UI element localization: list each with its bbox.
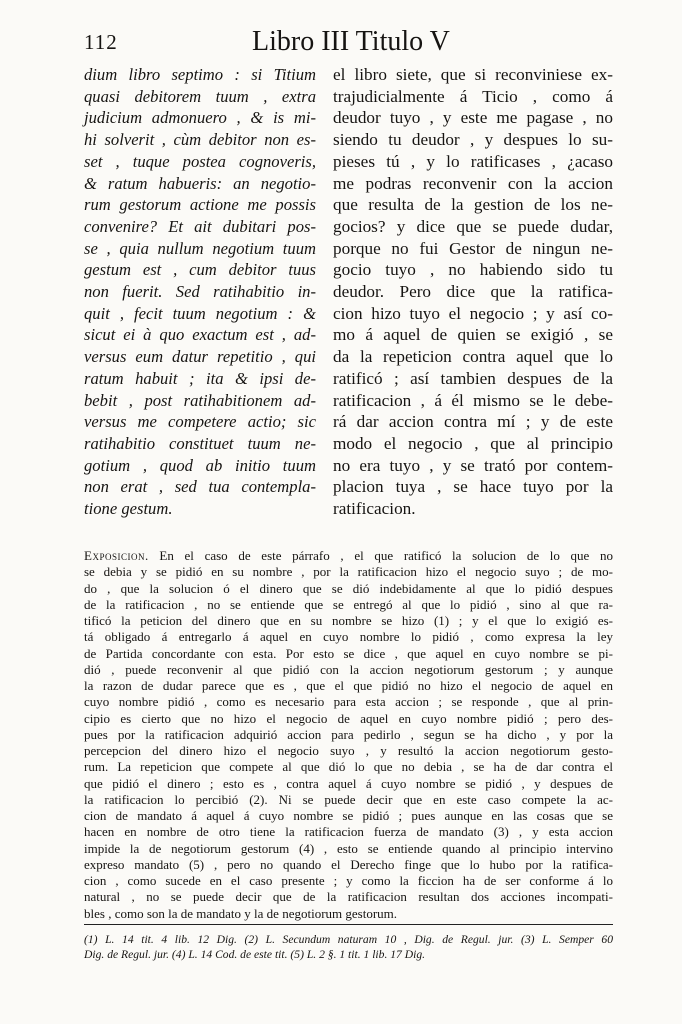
spanish-line: ratificacion , á él mismo se le debe- — [333, 390, 613, 410]
footnotes — [84, 932, 613, 962]
spanish-line: deudor tuyo , y este me pagase , no — [333, 108, 613, 128]
exposicion-line: natural , no se puede decir que de la ratificacion resultan dos acciones incompati- — [84, 889, 613, 905]
spanish-line: mo á aquel de quien se exigió , se — [333, 325, 613, 345]
spanish-line: placion tuya , se hace tuyo por la — [333, 477, 613, 497]
latin-line: dium libro septimo : si Titium — [84, 65, 316, 84]
exposicion-line: percepcion del dinero hizo el negocio suyo , y resultó la accion negotiorum gesto- — [84, 743, 613, 758]
exposicion-line: cion de mandato á aquel á cuyo nombre se pidió ; pues aunque en las cosas que se — [84, 808, 613, 823]
footnote-line: Dig. de Regul. jur. (4) L. 14 Cod. de este tit. (5) L. 2 §. 1 tit. 1 lib. 17 Dig. — [84, 948, 426, 961]
latin-line: ratum habuit ; ita & ipsi de- — [84, 368, 316, 388]
spanish-line: rá dar accion contra mí ; y de este — [333, 412, 613, 432]
running-head: Libro III Titulo V — [252, 26, 450, 57]
footnote-line: (1) L. 14 tit. 4 lib. 12 Dig. (2) L. Secundum naturam 10 , Dig. de Regul. jur. (3) L. Semper 60 — [84, 933, 613, 946]
exposicion-label: Exposicion. — [84, 548, 149, 563]
latin-line: bebit , post ratihabitionem ad- — [84, 390, 316, 410]
spanish-line: siendo tu deudor , y despues lo su- — [333, 130, 613, 150]
footnote-divider — [84, 924, 613, 925]
latin-line: non erat , sed tua contempla- — [84, 477, 316, 497]
latin-line: se , quia nullum negotium tuum — [84, 238, 316, 258]
spanish-line: trajudicialmente á Ticio , como á — [333, 86, 613, 106]
exposicion-line: bles , como son la de mandato y la de negotiorum gestorum. — [84, 905, 398, 921]
spanish-line: gocio tuyo , no habiendo sido tu — [333, 260, 613, 280]
latin-line: set , tuque postea cognoveris, — [84, 151, 316, 171]
exposicion-line: tá obligado á entregarlo á aquel en cuyo nombre lo pidió , como expresa la ley — [84, 629, 613, 645]
latin-line: gestum est , cum debitor tuus — [84, 260, 316, 280]
exposicion-line: cipio es cierto que no hizo el negocio de aquel en cuyo nombre pidió ; pero des- — [84, 710, 613, 726]
spanish-line: da la repeticion contra aquel que lo — [333, 347, 613, 367]
spanish-line: el libro siete, que si reconviniese ex- — [333, 65, 613, 84]
latin-line: tione gestum. — [84, 499, 173, 519]
spanish-line: me podras reconvenir con la accion — [333, 173, 613, 193]
exposicion-commentary — [84, 548, 613, 922]
page-number: 112 — [84, 30, 118, 54]
spanish-line: cion hizo tuyo el negocio ; y así co- — [333, 303, 613, 323]
spanish-line: modo el negocio , que al principio — [333, 433, 613, 453]
exposicion-line: expreso mandato (5) , pero no quando el Derecho finge que lo hubo por la ratifica- — [84, 856, 613, 872]
spanish-line: gocios? y dice que se puede dudar, — [333, 216, 613, 236]
exposicion-line: la ratificacion lo percibió (2). Ni se puede decir que en este caso compete la ac- — [84, 791, 613, 807]
spanish-line: que resulta de la gestion de los ne- — [333, 195, 613, 215]
latin-line: convenire? Et ait dubitari pos- — [84, 216, 316, 236]
exposicion-line: de la ratificacion , no se entiende que se entregó al que lo pidió , sino al que ra- — [84, 596, 613, 612]
exposicion-line: dió , puede reconvenir al que pidió con la accion negotiorum gestorum ; y aunque — [84, 661, 613, 677]
spanish-line: ratificacion. — [333, 499, 416, 519]
spanish-line: no era tuyo , y se trató por contem- — [333, 455, 613, 475]
latin-line: quit , fecit tuum negotium : & — [84, 303, 316, 323]
latin-line: sicut ei à quo exactum est , ad- — [84, 325, 316, 345]
exposicion-line: de Partida concordante con esta. Por esto se dice , que aquel en cuyo nombre se pi- — [84, 645, 613, 661]
latin-line: ratihabitio constituet tuum ne- — [84, 433, 316, 453]
exposicion-line: cion , como sucede en el caso presente ; y como la ficcion ha de ser conforme á lo — [84, 873, 613, 888]
exposicion-line: la razon de dudar parece que es , que el que pidió no hizo el negocio de aquel en — [84, 678, 613, 693]
latin-line: versus me competere actio; sic — [84, 412, 316, 432]
spanish-line: ratificó ; así tambien despues de la — [333, 368, 613, 388]
exposicion-line: En el caso de este párrafo , el que ratificó la solucion de lo que no — [159, 548, 614, 563]
exposicion-first-line — [84, 548, 613, 564]
exposicion-line: tificó la peticion del dinero que en su nombre se hizo (1) ; y el que lo exigió es- — [84, 613, 613, 628]
exposicion-line: que pidió el dinero ; esto es , contra aquel á cuyo nombre se pidió , y despues de — [84, 775, 613, 791]
exposicion-line: cuyo nombre pidió , como es necesario para esta accion ; se responde , que al prin- — [84, 694, 613, 710]
exposicion-line: se debia y se pidió en su nombre , por la ratificacion hizo el negocio suyo ; de mo- — [84, 564, 613, 580]
exposicion-line: impide la de negotiorum gestorum (4) , esto se entiende quando al principio intervino — [84, 840, 613, 856]
latin-line: rum gestorum actione me possis — [84, 195, 316, 215]
latin-line: judicium admonuero , & is mi- — [84, 108, 316, 128]
latin-line: versus eum datur repetitio , qui — [84, 347, 316, 367]
spanish-line: deudor. Pero dice que la ratifica- — [333, 282, 613, 302]
spanish-line: porque no fui Gestor de ningun ne- — [333, 238, 613, 258]
latin-line: quasi debitorem tuum , extra — [84, 86, 316, 106]
spanish-text-column — [333, 64, 613, 520]
spanish-line: pieses tú , y lo ratificases , ¿acaso — [333, 151, 613, 171]
latin-line: non fuerit. Sed ratihabitio in- — [84, 282, 316, 302]
exposicion-line: rum. La repeticion que compete al que dió lo que no debia , se ha de dar contra el — [84, 759, 613, 775]
exposicion-line: do , que la solucion ó el dinero que se dió indebidamente al que lo pidió despues — [84, 580, 613, 596]
latin-line: gotium , quod ab initio tuum — [84, 455, 316, 475]
latin-line: hi solverit , cùm debitor non es- — [84, 130, 316, 150]
latin-line: & ratum habueris: an negotio- — [84, 173, 316, 193]
exposicion-line: pues por la ratificacion adquirió accion para pedirlo , segun se ha dicho , y por la — [84, 726, 613, 742]
exposicion-line: hacen en nombre de otro tiene la ratificacion fuerza de mandato (3) , y esta accion — [84, 824, 613, 840]
latin-text-column — [84, 64, 316, 520]
